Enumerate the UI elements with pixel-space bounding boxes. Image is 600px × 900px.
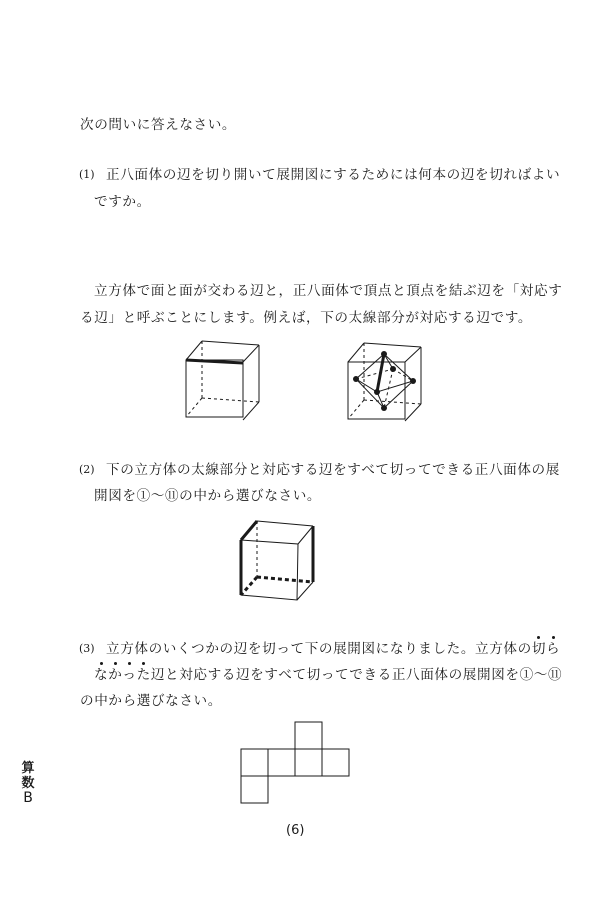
emphasis-char: 切 <box>531 641 547 657</box>
page-number: (6) <box>286 823 305 838</box>
q3-cube-net <box>241 722 349 803</box>
subject-label <box>20 761 36 806</box>
emphasis-char: か <box>108 667 123 683</box>
intro-text: 次の問いに答えなさい。 <box>80 117 237 133</box>
q3-number: (3) <box>79 642 95 655</box>
q3-text-line2-b: 辺と対応する辺をすべて切ってできる正八面体の展開図を①～⑪ <box>150 667 563 683</box>
q1-number: (1) <box>79 168 95 181</box>
thick-hidden-edge <box>241 577 257 595</box>
example-cube-figure <box>186 341 259 420</box>
q2-text-line1: 下の立方体の太線部分と対応する辺をすべて切ってできる正八面体の展 <box>106 462 560 478</box>
explanation-line2: る辺」と呼ぶことにします。例えば，下の太線部分が対応する辺です。 <box>80 310 533 326</box>
subject-label-char: 算 <box>21 761 35 776</box>
q3-text-line1-a: 立方体のいくつかの辺を切って下の展開図になりました。立方体の <box>106 641 532 657</box>
q2-cube-figure <box>241 521 313 600</box>
q3-text-line3: の中から選びなさい。 <box>80 693 222 709</box>
emphasis-char: ら <box>546 641 561 657</box>
emphasis-char: た <box>136 667 151 683</box>
emphasis-char: っ <box>122 667 137 683</box>
subject-label-char: B <box>23 790 33 806</box>
q2-number: (2) <box>79 463 95 476</box>
example-octahedron-figure <box>348 343 421 421</box>
thick-hidden-edge <box>257 577 313 582</box>
q2-text-line2: 開図を①～⑪の中から選びなさい。 <box>94 488 322 504</box>
q1-text-line1: 正八面体の辺を切り開いて展開図にするためには何本の辺を切ればよい <box>106 167 561 183</box>
thick-edge <box>241 521 257 540</box>
emphasis-char: な <box>94 667 109 683</box>
q1-text-line2: ですか。 <box>94 194 151 210</box>
explanation-line1: 立方体で面と面が交わる辺と，正八面体で頂点と頂点を結ぶ辺を「対応す <box>94 283 563 299</box>
subject-label-char: 数 <box>21 776 35 791</box>
